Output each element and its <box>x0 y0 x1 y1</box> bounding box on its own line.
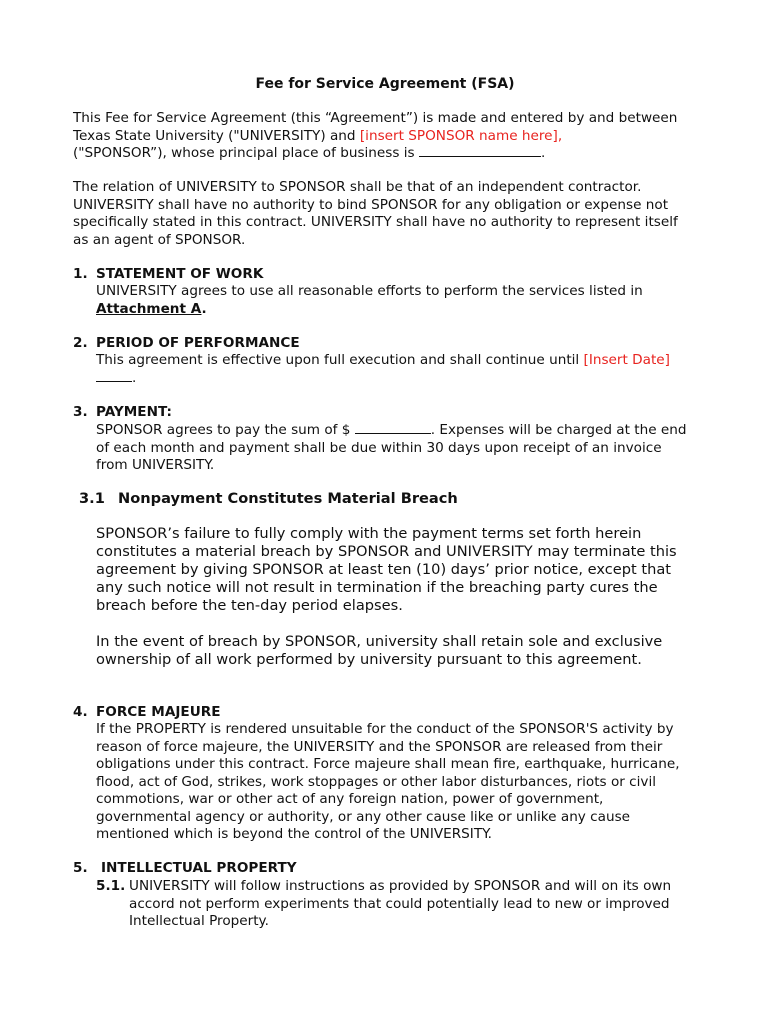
section-1-text <box>96 283 696 318</box>
page-title: Fee for Service Agreement (FSA) <box>255 76 515 92</box>
section-4-text: If the PROPERTY is rendered unsuitable for the conduct of the SPONSOR'S activity by reason of force majeure, the UNIVERSITY and the SPONSOR are released from their obligations under this contract. Force majeure shall mean fire, earthquake, hurricane, flood, act of God, strikes, work stoppages or other labor disturbances, riots or civil commotions, war or other act of any foreign nation, power of government, governmental agency or authority, or any other cause like or unlike any cause mentioned which is beyond the control of the UNIVERSITY. <box>96 721 680 842</box>
section-2-number: 2. <box>73 335 88 351</box>
payment-text-2: . Expenses will be charged at the end of each month and payment shall be due within 30 days upon receipt of an invoice from UNIVERSITY. <box>96 422 687 473</box>
section-4-number: 4. <box>73 704 88 720</box>
section-3-1-number: 3.1 <box>79 490 105 507</box>
intro-end: . <box>540 145 546 161</box>
section-3-number: 3. <box>73 404 88 420</box>
date-blank <box>96 381 132 382</box>
section-2-text <box>96 352 676 387</box>
intro-text-2: ("SPONSOR”), whose principal place of business is <box>73 145 415 161</box>
section-3-1-para-1: SPONSOR’s failure to fully comply with the payment terms set forth herein constitutes a material breach by SPONSOR and UNIVERSITY may terminate this agreement by giving SPONSOR at least ten (10) days’ prior notice, except that any such notice will not result in termination if the breaching party cures the breach before the ten-day period elapses. <box>96 525 677 615</box>
sponsor-name-placeholder: [insert SPONSOR name here], <box>359 127 563 144</box>
payment-amount-blank <box>355 433 431 434</box>
insert-date-placeholder: [Insert Date] <box>583 352 670 368</box>
section-5-1-number: 5.1. <box>96 878 126 894</box>
section-3-1-heading: Nonpayment Constitutes Material Breach <box>118 490 458 507</box>
section-2-body: This agreement is effective upon full execution and shall continue until <box>96 352 584 368</box>
section-5-heading: INTELLECTUAL PROPERTY <box>101 860 297 876</box>
payment-text-1: SPONSOR agrees to pay the sum of $ <box>96 422 355 438</box>
intro-text-1: This Fee for Service Agreement (this “Agreement”) is made and entered by and between Texas State University ("UNIVERSITY) and <box>73 110 678 144</box>
business-address-blank <box>419 156 541 157</box>
attachment-a-link[interactable]: Attachment A <box>96 300 202 317</box>
section-1-body: UNIVERSITY agrees to use all reasonable efforts to perform the services listed in <box>96 283 643 299</box>
relation-paragraph: The relation of UNIVERSITY to SPONSOR shall be that of an independent contractor. UNIVERSITY shall have no authority to bind SPONSOR for any obligation or expense not specifically stated in this contract. UNIVERSITY shall have no authority to represent itself as an agent of SPONSOR. <box>73 179 678 248</box>
section-1-number: 1. <box>73 266 88 282</box>
section-3-heading: PAYMENT: <box>96 404 172 420</box>
section-5-number: 5. <box>73 860 88 876</box>
attachment-end: . <box>201 300 207 317</box>
section-3-text <box>96 422 696 475</box>
section-3-1-para-2: In the event of breach by SPONSOR, university shall retain sole and exclusive ownership of all work performed by university pursuant to this agreement. <box>96 633 663 669</box>
section-2-end: . <box>132 369 137 386</box>
section-1-heading: STATEMENT OF WORK <box>96 266 264 282</box>
intro-paragraph <box>73 110 683 163</box>
section-4-heading: FORCE MAJEURE <box>96 704 221 720</box>
section-5-1-text: UNIVERSITY will follow instructions as provided by SPONSOR and will on its own accord not perform experiments that could potentially lead to new or improved Intellectual Property. <box>129 878 672 929</box>
section-2-heading: PERIOD OF PERFORMANCE <box>96 335 300 351</box>
